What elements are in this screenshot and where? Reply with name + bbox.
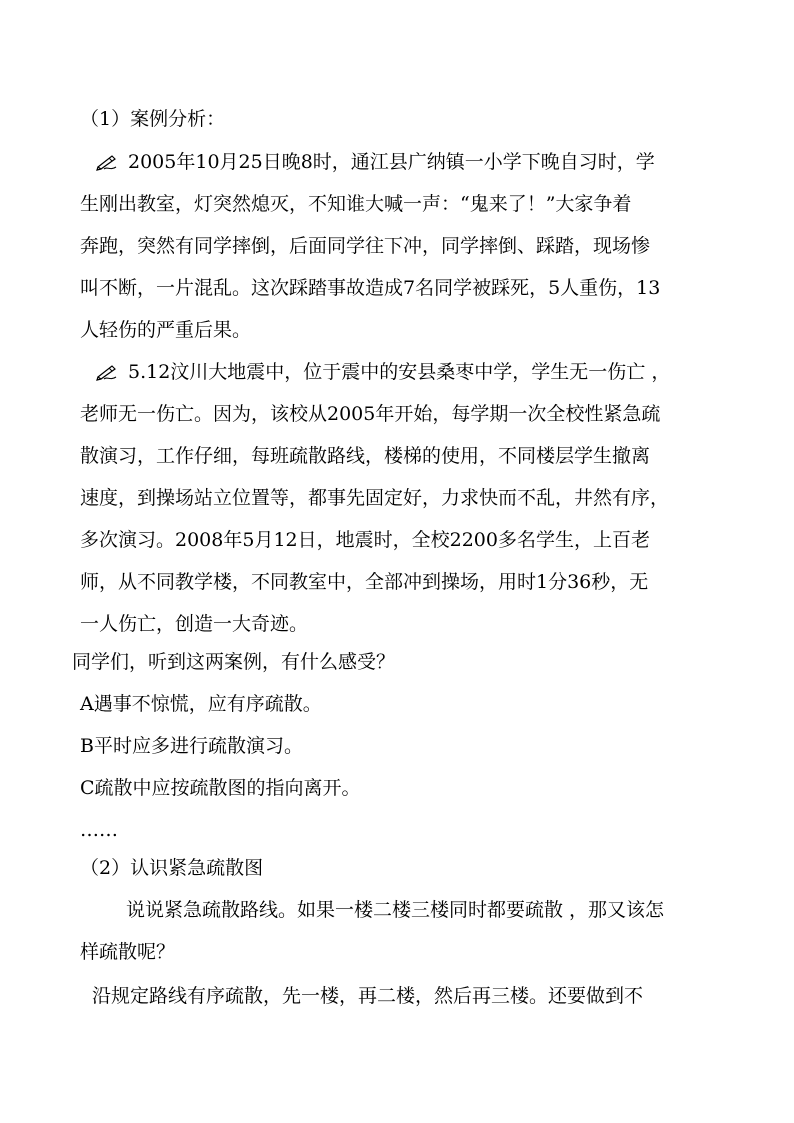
section2-paragraph-line: 样疏散呢？	[80, 941, 176, 963]
case1-text-line: 生刚出教室，灯突然熄灭，不知谁大喊一声：“鬼来了！”大家争着	[80, 193, 632, 215]
writing-hand-icon	[96, 153, 118, 171]
case1-first-line	[96, 150, 655, 174]
case1-text-line: 奔跑，突然有同学摔倒，后面同学往下冲，同学摔倒、踩踏，现场惨	[80, 235, 651, 257]
case1-text-line: 叫不断，一片混乱。这次踩踏事故造成7名同学被踩死，5人重伤，13	[80, 277, 661, 299]
case2-text-line: 一人伤亡，创造一大奇迹。	[80, 613, 309, 635]
section1-heading: （1）案例分析：	[80, 108, 226, 130]
answer-option-b: B平时应多进行疏散演习。	[80, 735, 303, 757]
answer-option-c: C疏散中应按疏散图的指向离开。	[80, 777, 361, 799]
answer-option-a: A遇事不惊慌，应有序疏散。	[80, 693, 322, 715]
discussion-question: 同学们，听到这两案例，有什么感受？	[72, 651, 396, 673]
case2-text-line: 速度，到操场站立位置等，都事先固定好，力求快而不乱，井然有序，	[80, 487, 670, 509]
section2-heading: （2）认识紧急疏散图	[80, 857, 264, 879]
case2-text-line: 师，从不同教学楼，不同教室中，全部冲到操场，用时1分36秒，无	[80, 571, 649, 593]
section2-paragraph-line: 说说紧急疏散路线。如果一楼二楼三楼同时都要疏散 ，那又该怎	[126, 899, 665, 921]
case2-text-line: 散演习，工作仔细，每班疏散路线，楼梯的使用，不同楼层学生撤离	[80, 445, 651, 467]
section2-answer-line: 沿规定路线有序疏散，先一楼，再二楼，然后再三楼。还要做到不	[92, 985, 644, 1007]
case2-first-line	[96, 360, 670, 384]
case2-text-line: 老师无一伤亡。因为，该校从2005年开始，每学期一次全校性紧急疏	[80, 403, 661, 425]
ellipsis: ……	[80, 819, 118, 841]
case1-text-line: 人轻伤的严重后果。	[80, 319, 252, 341]
case2-text-line: 多次演习。2008年5月12日，地震时，全校2200多名学生，上百老	[80, 529, 650, 551]
case1-text-line: 2005年10月25日晚8时，通江县广纳镇一小学下晚自习时，学	[128, 151, 655, 173]
case2-text-line: 5.12汶川大地震中，位于震中的安县桑枣中学，学生无一伤亡 ，	[128, 361, 671, 383]
writing-hand-icon	[96, 363, 118, 381]
